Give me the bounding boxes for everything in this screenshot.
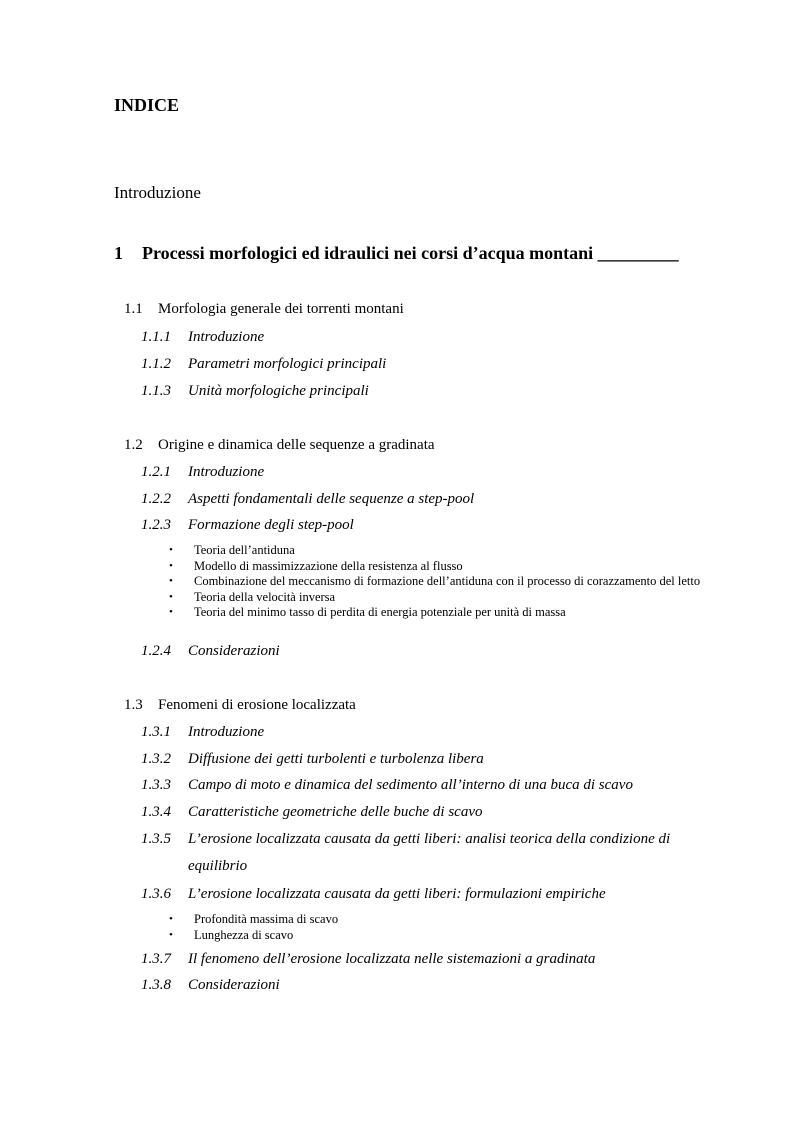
sub-number: 1.1.1	[141, 329, 171, 345]
section-number: 1.3	[124, 697, 143, 713]
toc-section-1-1	[124, 301, 404, 318]
sub-number: 1.3.8	[141, 977, 171, 993]
sub-label: Caratteristiche geometriche delle buche di scavo	[188, 804, 483, 820]
toc-sub-1-3-5	[141, 831, 670, 848]
page-title: INDICE	[114, 95, 180, 115]
sub-label: Formazione degli step-pool	[188, 517, 354, 533]
sub-label: Diffusione dei getti turbolenti e turbolenza libera	[188, 751, 484, 767]
toc-chapter-1	[114, 243, 679, 264]
sub-number: 1.1.2	[141, 356, 171, 372]
section-label: Origine e dinamica delle sequenze a gradinata	[158, 437, 435, 453]
toc-section-1-3	[124, 697, 356, 714]
bullet-list-empirical-formulations	[168, 912, 713, 943]
sub-label: Considerazioni	[188, 977, 280, 993]
sub-number: 1.3.1	[141, 724, 171, 740]
section-number: 1.1	[124, 301, 143, 317]
list-item: • Profondità massima di scavo	[168, 912, 713, 928]
toc-sub-1-2-1	[141, 464, 264, 481]
chapter-label: Processi morfologici ed idraulici nei corsi d’acqua montani _________	[142, 243, 679, 263]
toc-sub-1-1-3	[141, 383, 369, 400]
sub-label: Introduzione	[188, 464, 265, 480]
sub-label: Unità morfologiche principali	[188, 383, 369, 399]
sub-number: 1.2.2	[141, 491, 171, 507]
list-item: • Lunghezza di scavo	[168, 928, 713, 944]
sub-number: 1.3.5	[141, 831, 171, 847]
chapter-number: 1	[114, 243, 123, 263]
toc-sub-1-3-3	[141, 777, 633, 794]
toc-section-1-2	[124, 437, 435, 454]
toc-sub-1-3-7	[141, 951, 595, 968]
sub-number: 1.3.3	[141, 777, 171, 793]
toc-sub-1-1-1	[141, 329, 264, 346]
toc-sub-1-3-8	[141, 977, 280, 994]
sub-number: 1.3.4	[141, 804, 171, 820]
toc-sub-1-1-2	[141, 356, 386, 373]
section-number: 1.2	[124, 437, 143, 453]
list-item: • Teoria della velocità inversa	[168, 590, 713, 606]
sub-label: Campo di moto e dinamica del sedimento all’interno di una buca di scavo	[188, 777, 633, 793]
list-item: • Combinazione del meccanismo di formazione dell’antiduna con il processo di corazzamento del letto	[168, 574, 713, 590]
toc-sub-1-3-4	[141, 804, 483, 821]
sub-number: 1.2.3	[141, 517, 171, 533]
toc-sub-1-3-5-continuation: equilibrio	[188, 858, 248, 874]
toc-sub-1-2-3	[141, 517, 354, 534]
sub-label: Parametri morfologici principali	[188, 356, 387, 372]
sub-label: Introduzione	[188, 724, 265, 740]
toc-sub-1-3-2	[141, 751, 484, 768]
sub-label: L’erosione localizzata causata da getti liberi: formulazioni empiriche	[188, 886, 606, 902]
toc-introduction: Introduzione	[114, 183, 201, 202]
sub-number: 1.1.3	[141, 383, 171, 399]
toc-sub-1-3-6	[141, 886, 606, 903]
toc-sub-1-2-4	[141, 643, 280, 660]
bullet-list-step-pool-theories	[168, 543, 713, 621]
sub-number: 1.3.6	[141, 886, 171, 902]
sub-number: 1.3.7	[141, 951, 171, 967]
sub-label: Aspetti fondamentali delle sequenze a step-pool	[188, 491, 475, 507]
list-item: • Modello di massimizzazione della resistenza al flusso	[168, 559, 713, 575]
sub-label: Considerazioni	[188, 643, 280, 659]
sub-label: L’erosione localizzata causata da getti liberi: analisi teorica della condizione di	[188, 831, 671, 847]
sub-label: Il fenomeno dell’erosione localizzata nelle sistemazioni a gradinata	[188, 951, 596, 967]
sub-number: 1.2.4	[141, 643, 171, 659]
section-label: Morfologia generale dei torrenti montani	[158, 301, 404, 317]
list-item: • Teoria dell’antiduna	[168, 543, 713, 559]
toc-sub-1-2-2	[141, 491, 474, 508]
list-item: • Teoria del minimo tasso di perdita di energia potenziale per unità di massa	[168, 605, 713, 621]
toc-sub-1-3-1	[141, 724, 264, 741]
section-label: Fenomeni di erosione localizzata	[158, 697, 356, 713]
sub-number: 1.2.1	[141, 464, 171, 480]
sub-label: Introduzione	[188, 329, 265, 345]
sub-number: 1.3.2	[141, 751, 171, 767]
